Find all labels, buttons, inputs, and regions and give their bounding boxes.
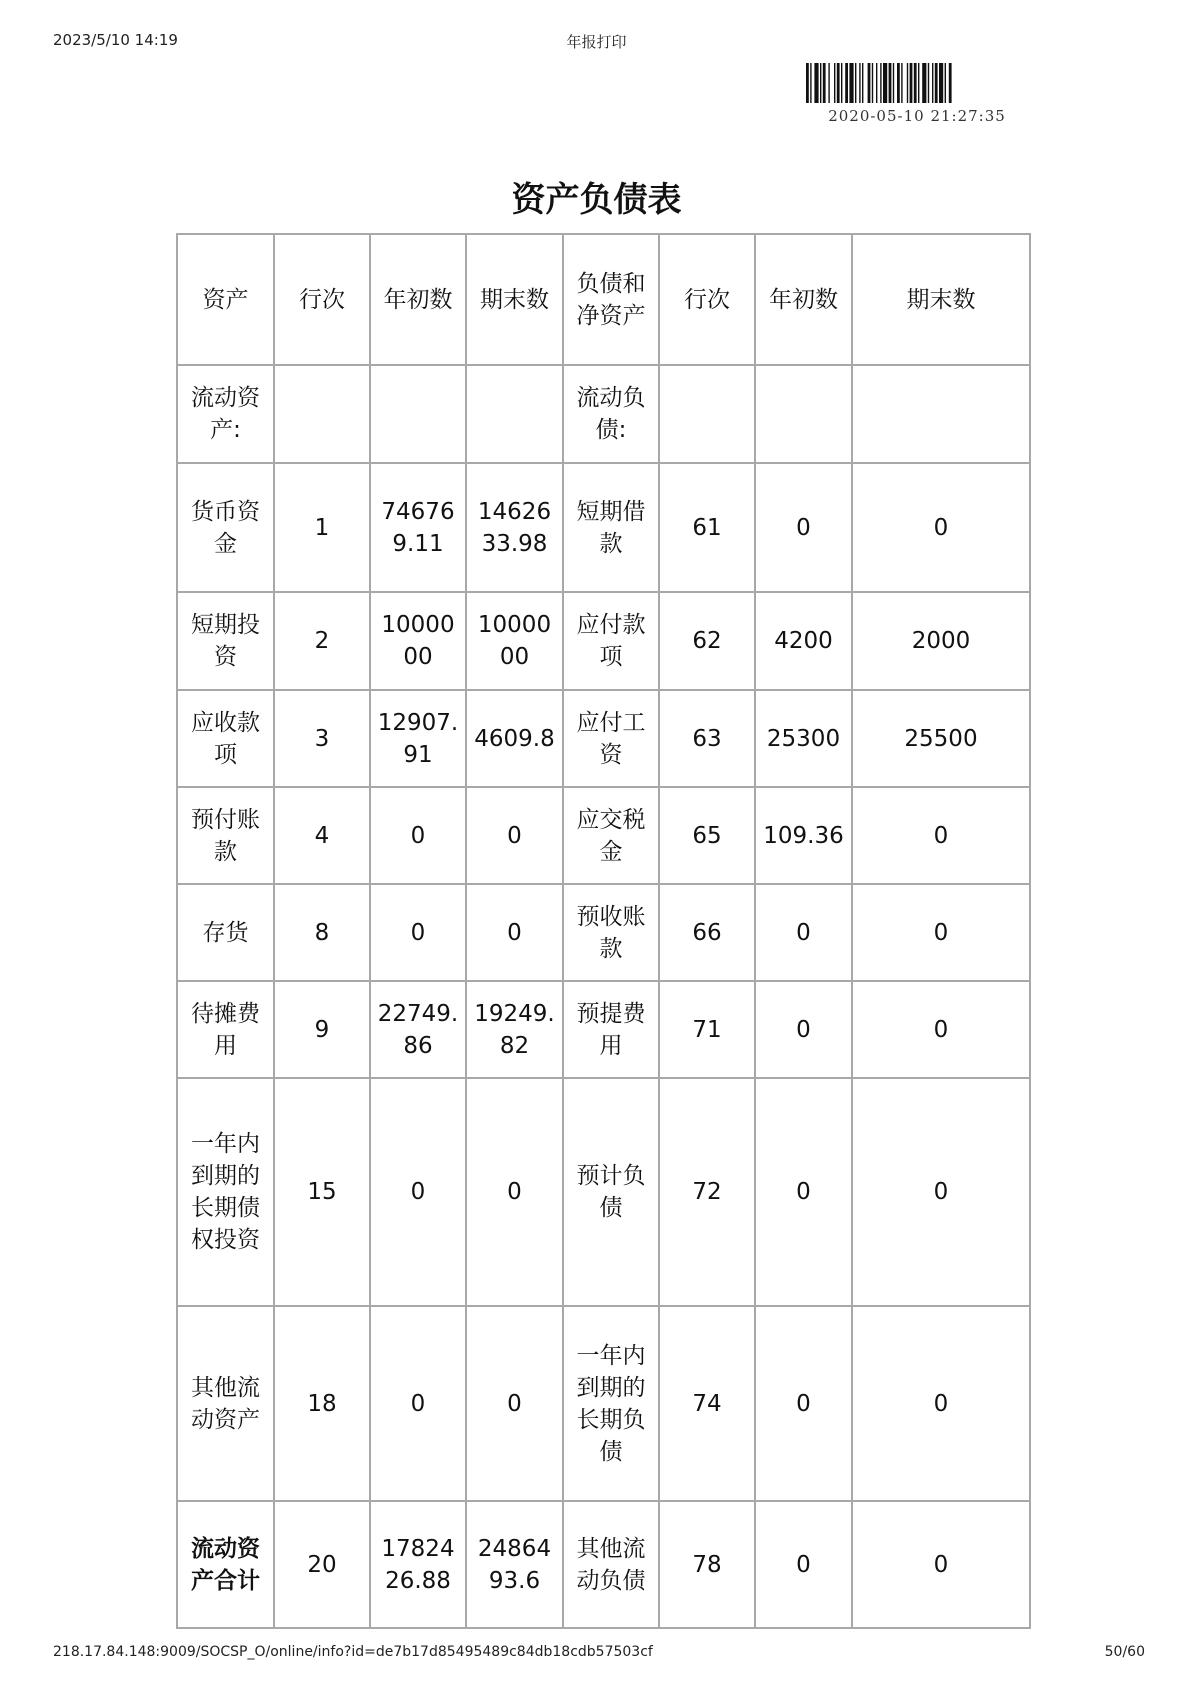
liability-end-value [852, 365, 1030, 463]
asset-line-no: 20 [274, 1501, 370, 1628]
asset-begin-value: 0 [370, 1078, 466, 1306]
liability-line-no: 63 [659, 690, 755, 787]
asset-name: 短期投资 [177, 592, 274, 690]
asset-name: 流动资产合计 [177, 1501, 274, 1628]
liability-begin-value: 0 [755, 463, 852, 592]
asset-begin-value: 746769.11 [370, 463, 466, 592]
asset-name: 其他流动资产 [177, 1306, 274, 1501]
liability-line-no: 71 [659, 981, 755, 1078]
liability-begin-value: 109.36 [755, 787, 852, 884]
table-row [177, 463, 1030, 592]
asset-name: 预付账款 [177, 787, 274, 884]
liability-line-no: 61 [659, 463, 755, 592]
table-row [177, 365, 1030, 463]
liability-begin-value: 25300 [755, 690, 852, 787]
asset-line-no [274, 365, 370, 463]
liability-line-no: 62 [659, 592, 755, 690]
asset-end-value: 0 [466, 884, 563, 981]
page-title: 资产负债表 [511, 180, 682, 220]
liability-line-no: 72 [659, 1078, 755, 1306]
header-cell: 行次 [659, 234, 755, 365]
asset-end-value: 0 [466, 1078, 563, 1306]
table-row [177, 1501, 1030, 1628]
liability-begin-value: 4200 [755, 592, 852, 690]
liability-name: 预提费用 [563, 981, 659, 1078]
asset-line-no: 9 [274, 981, 370, 1078]
table-row [177, 1078, 1030, 1306]
header-cell: 负债和净资产 [563, 234, 659, 365]
asset-end-value: 19249.82 [466, 981, 563, 1078]
asset-end-value: 4609.8 [466, 690, 563, 787]
asset-line-no: 4 [274, 787, 370, 884]
header-cell: 期末数 [466, 234, 563, 365]
asset-name: 待摊费用 [177, 981, 274, 1078]
liability-name: 流动负债: [563, 365, 659, 463]
header-cell: 行次 [274, 234, 370, 365]
liability-end-value: 25500 [852, 690, 1030, 787]
asset-name: 存货 [177, 884, 274, 981]
header-cell: 期末数 [852, 234, 1030, 365]
asset-begin-value: 0 [370, 787, 466, 884]
asset-end-value: 1462633.98 [466, 463, 563, 592]
liability-line-no: 78 [659, 1501, 755, 1628]
liability-line-no: 74 [659, 1306, 755, 1501]
liability-begin-value: 0 [755, 981, 852, 1078]
liability-end-value: 0 [852, 1501, 1030, 1628]
asset-begin-value: 22749.86 [370, 981, 466, 1078]
asset-begin-value: 0 [370, 884, 466, 981]
asset-line-no: 8 [274, 884, 370, 981]
liability-name: 应付工资 [563, 690, 659, 787]
asset-end-value: 0 [466, 787, 563, 884]
asset-end-value [466, 365, 563, 463]
table-row [177, 787, 1030, 884]
liability-begin-value: 0 [755, 1078, 852, 1306]
asset-begin-value: 1000000 [370, 592, 466, 690]
asset-line-no: 18 [274, 1306, 370, 1501]
liability-end-value: 0 [852, 1078, 1030, 1306]
header-cell: 资产 [177, 234, 274, 365]
liability-name: 预计负债 [563, 1078, 659, 1306]
asset-begin-value: 1782426.88 [370, 1501, 466, 1628]
barcode [806, 63, 1028, 103]
asset-end-value: 2486493.6 [466, 1501, 563, 1628]
page-url: 218.17.84.148:9009/SOCSP_O/online/info?id=de7b17d85495489c84db18cdb57503cf [53, 1644, 653, 1660]
asset-begin-value: 12907.91 [370, 690, 466, 787]
print-doc-title: 年报打印 [566, 33, 627, 51]
table-row [177, 690, 1030, 787]
liability-begin-value: 0 [755, 1501, 852, 1628]
liability-name: 其他流动负债 [563, 1501, 659, 1628]
asset-line-no: 15 [274, 1078, 370, 1306]
asset-begin-value [370, 365, 466, 463]
liability-end-value: 2000 [852, 592, 1030, 690]
asset-end-value: 1000000 [466, 592, 563, 690]
liability-begin-value [755, 365, 852, 463]
liability-end-value: 0 [852, 463, 1030, 592]
liability-line-no [659, 365, 755, 463]
table-row [177, 1306, 1030, 1501]
table-row [177, 884, 1030, 981]
asset-name: 货币资金 [177, 463, 274, 592]
table-row [177, 981, 1030, 1078]
asset-line-no: 1 [274, 463, 370, 592]
asset-name: 一年内到期的长期债权投资 [177, 1078, 274, 1306]
liability-end-value: 0 [852, 981, 1030, 1078]
print-datetime: 2023/5/10 14:19 [53, 31, 178, 49]
asset-name: 应收款项 [177, 690, 274, 787]
page-number: 50/60 [1104, 1644, 1145, 1660]
table-row [177, 592, 1030, 690]
liability-begin-value: 0 [755, 1306, 852, 1501]
table-header-row [177, 234, 1030, 365]
liability-name: 预收账款 [563, 884, 659, 981]
liability-line-no: 66 [659, 884, 755, 981]
liability-end-value: 0 [852, 1306, 1030, 1501]
asset-name: 流动资产: [177, 365, 274, 463]
liability-name: 一年内到期的长期负债 [563, 1306, 659, 1501]
asset-begin-value: 0 [370, 1306, 466, 1501]
liability-begin-value: 0 [755, 884, 852, 981]
asset-line-no: 3 [274, 690, 370, 787]
asset-end-value: 0 [466, 1306, 563, 1501]
header-cell: 年初数 [755, 234, 852, 365]
liability-line-no: 65 [659, 787, 755, 884]
asset-line-no: 2 [274, 592, 370, 690]
balance-sheet-table [176, 233, 1031, 1629]
liability-name: 短期借款 [563, 463, 659, 592]
liability-name: 应付款项 [563, 592, 659, 690]
liability-end-value: 0 [852, 787, 1030, 884]
liability-name: 应交税金 [563, 787, 659, 884]
header-cell: 年初数 [370, 234, 466, 365]
barcode-timestamp: 2020-05-10 21:27:35 [828, 107, 1006, 125]
liability-end-value: 0 [852, 884, 1030, 981]
